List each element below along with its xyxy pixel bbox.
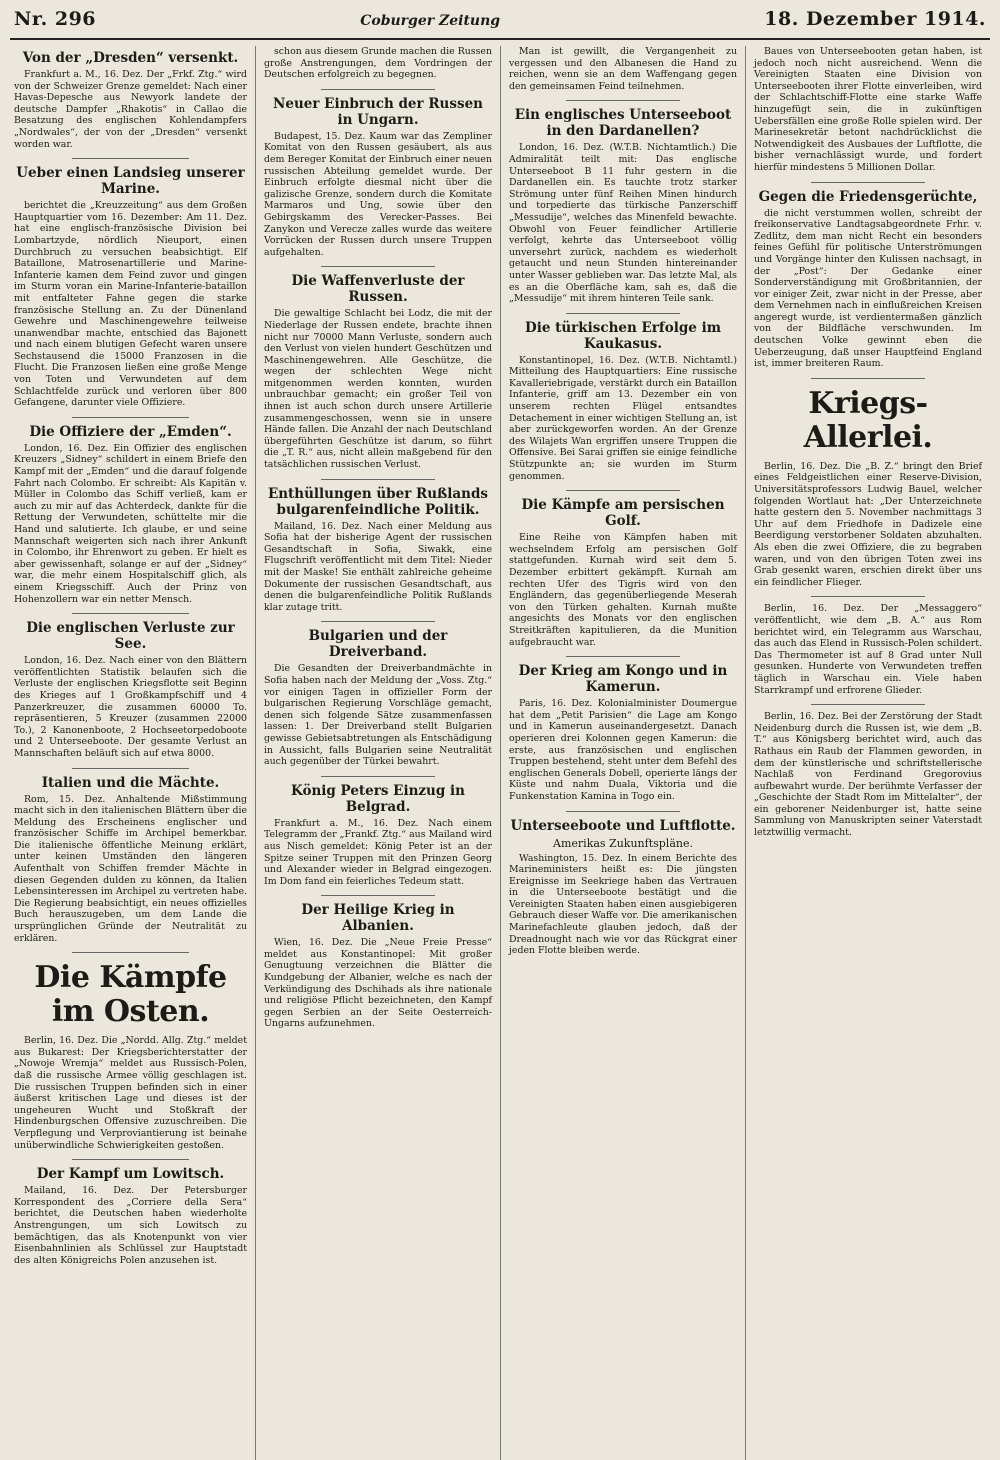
article-headline: Bulgarien und der Dreiverband. <box>308 628 448 661</box>
article <box>754 603 982 696</box>
article-divider <box>72 952 189 953</box>
article-body: Die Gesandten der Dreiverbandmächte in Sofia haben nach der Meldung der „Voss. Ztg.“ vor einigen Tagen in offizieller Form der bulgarischen Regierung Vorschläge gemacht, denen sich folgende Sätze zusammenfassen lassen: 1. Der Dreiverband stellt Bulgarien gewisse Gebietsabtretungen als Entschädigung in Aussicht, falls Bulgarien seine Neutralität auch gegenüber der Türkei bewahrt. <box>264 663 492 768</box>
article-body: Frankfurt a. M., 16. Dez. Nach einem Telegramm der „Frankf. Ztg.“ aus Mailand wird aus Nisch gemeldet: König Peter ist an der Spitze seiner Truppen mit den Prinzen Georg und Alexander wieder in Belgrad eingezogen. Im Dom fand ein feierliches Tedeum statt. <box>264 817 492 887</box>
article-divider <box>72 158 189 159</box>
article-headline: Der Kampf um Lowitsch. <box>36 1166 225 1183</box>
article <box>14 775 247 945</box>
article-divider <box>72 417 189 418</box>
article <box>14 1166 247 1266</box>
article-headline: Von der „Dresden“ versenkt. <box>22 50 239 66</box>
article <box>14 620 247 759</box>
article <box>14 50 247 150</box>
article-body: Mailand, 16. Dez. Nach einer Meldung aus Sofia hat der bisherige Agent der russischen Gesandtschaft in Sofia, Siwakk, eine Flugschrift veröffentlicht mit dem Titel: Nieder mit der Maske! Sie enthält zahlreiche geheime Dokumente der russischen Gesandtschaft, aus denen die bulgarenfeindliche Politik Rußlands klar zutage tritt. <box>264 520 492 613</box>
article-body: Budapest, 15. Dez. Kaum war das Zempliner Komitat von den Russen gesäubert, als aus dem Bereger Komitat der Einbruch einer neuen russischen Abteilung gemeldet wurde. Der Einbruch erfolgte diesmal nicht über die galizische Grenze, sondern durch die Komitate Marmaros und Ung, sowie über den Gebirgskamm des Verecker-Passes. Bei Zanykon und Verecze zalles wurde das weitere Vorrücken der Russen durch unsere Truppen aufgehalten. <box>264 130 492 258</box>
article-columns <box>10 46 990 1460</box>
masthead <box>10 8 990 40</box>
article <box>509 107 737 304</box>
article-body: Konstantinopel, 16. Dez. (W.T.B. Nichtamtl.) Mitteilung des Hauptquartiers: Eine russische Kavalleriebrigade, verstärkt durch ein Bataillon Infanterie, griff am 13. Dezember ein von unserem rechten Flügel entsandtes Detachement in einer wichtigen Stellung an, ist aber zurückgeworfen worden. An der Grenze des Wilajets Wan ergriffen unsere Truppen die Offensive. Bei Sarai griffen sie einige feindliche Stützpunkte an; sie wurden im Sturm genommen. <box>509 354 737 482</box>
article <box>754 711 982 839</box>
article-divider <box>566 100 680 101</box>
article-divider <box>321 266 435 267</box>
article <box>754 46 982 174</box>
article-body: Rom, 15. Dez. Anhaltende Mißstimmung macht sich in den italienischen Blättern über die Meldung des Erscheinens englischer und französischer Schiffe im Archipel bemerkbar. Die italienische öffentliche Meinung erklärt, unter keinen Umständen den längeren Aufenthalt von Schiffen fremder Mächte in diesen Gegenden dulden zu können, da Italien Lebensinteressen im Archipel zu vertreten habe. Die Regierung beabsichtigt, ein neues offizielles Buch herauszugeben, um dem Lande die ursprünglichen Gründe der Neutralität zu erklären. <box>14 793 247 944</box>
article-headline: Die Offiziere der „Emden“. <box>29 423 232 440</box>
article-divider <box>811 596 925 597</box>
article-headline: Die Kämpfe am persischen Golf. <box>521 497 725 530</box>
article <box>264 783 492 888</box>
article-headline: Der Krieg am Kongo und in Kamerun. <box>518 663 728 696</box>
article <box>754 189 982 370</box>
article <box>14 424 247 605</box>
article <box>509 320 737 483</box>
article-headline: Die Kämpfe im Osten. <box>34 960 227 1030</box>
article-body: Die gewaltige Schlacht bei Lodz, die mit der Niederlage der Russen endete, brachte ihnen nicht nur 70000 Mann Verluste, sondern auch den Verlust von vielen hundert Geschützen und Maschinengewehren. Alle Geschütze, die wegen der schlechten Wege nicht mitgenommen werden konnten, wurden unbrauchbar gemacht; ein großer Teil von ihnen ist auch schon durch unsere Artillerie zusammengeschossen, wenn sie in unsere Hände fallen. Die Anzahl der nach Deutschland übergeführten Geschütze ist darum, so führt die „T. R.“ aus, nicht allein maßgebend für den tatsächlichen russischen Verlust. <box>264 308 492 471</box>
article-subhead: Amerikas Zukunftspläne. <box>553 836 693 850</box>
article-body: Man ist gewillt, die Vergangenheit zu vergessen und den Albanesen die Hand zu reichen, wenn sie an dem Waffengang gegen den gemeinsamen Feind teilnehmen. <box>509 46 737 92</box>
article-divider <box>321 895 435 896</box>
article-headline: Unterseeboote und Luftflotte. <box>510 817 736 834</box>
article <box>754 387 982 589</box>
article-divider <box>811 378 925 379</box>
article-divider <box>811 182 925 183</box>
article-body: Wien, 16. Dez. Die „Neue Freie Presse“ meldet aus Konstantinopel: Mit großer Genugtuung verzeichnen die Blätter die Kundgebung der Albanier, welche es nach der Verkündigung des Dschihads als ihre nationale und religiöse Pflicht bezeichneten, den Kampf gegen Serbien an der Seite Oesterreich-Ungarns aufzunehmen. <box>264 937 492 1030</box>
article <box>509 818 737 957</box>
article-body: die nicht verstummen wollen, schreibt der freikonservative Landtagsabgeordnete Frhr. v. Zedlitz, dem man nicht Recht ein besonders feines Gefühl für politische Unterströmungen und Vorgänge hinter den Kulissen nachsagt, in der „Post“: Der Gedanke einer Sonderverständigung mit Großbritannien, der vor einiger Zeit, zwar nicht in der Presse, aber dem Vernehmen nach in einflußreichen Kreisen angeregt wurde, ist verdientermaßen gänzlich von der Bildfläche verschwunden. Im deutschen Volke gewinnt eben die Ueberzeugung, daß unser Hauptfeind England ist, immer breiteren Raum. <box>754 207 982 370</box>
article-headline: Ueber einen Landsieg unserer Marine. <box>16 165 245 198</box>
article <box>264 46 492 81</box>
article-divider <box>72 613 189 614</box>
article-divider <box>566 490 680 491</box>
column-3 <box>500 46 745 1460</box>
article-headline: Die englischen Verluste zur See. <box>26 620 235 653</box>
paper-title: Coburger Zeitung <box>360 13 501 29</box>
article-body: Frankfurt a. M., 16. Dez. Der „Frkf. Ztg.“ wird von der Schweizer Grenze gemeldet: Nach einer Havas-Depesche aus Newyork landete der deutsche Dampfer „Rhakotis“ in Callao die Besatzung des englischen Kohlendampfers „Nordwales“, der von der „Dresden“ versenkt worden war. <box>14 69 247 150</box>
article-body: Paris, 16. Dez. Kolonialminister Doumergue hat dem „Petit Parisien“ die Lage am Kongo und in Kamerun auseinandergesetzt. Danach operieren drei Kolonnen gegen Kamerun: die erste, aus französischen und englischen Truppen bestehend, steht unter dem Befehl des englischen Generals Dobell, operierte längs der Küste und nahm Duala, Viktoria und die Funkenstation Kamina in Togo ein. <box>509 698 737 802</box>
article-headline: Enthüllungen über Rußlands bulgarenfeindliche Politik. <box>267 485 489 518</box>
article-body: Berlin, 16. Dez. Die „B. Z.“ bringt den Brief eines Feldgeistlichen einer Reserve-Division, Universitätsprofessors Ludwig Bauel, welcher folgenden Wortlaut hat: „Der Unterzeichnete hatte gestern den 5. November nachmittags 3 Uhr auf dem Friedhofe in Dadizele eine Beerdigung verstorbener Soldaten abzuhalten. Als eben die zwei Offiziere, die zu begraben waren, und von den übrigen Toten zwei ins Grab gesenkt waren, erschien direkt über uns ein feindlicher Flieger. <box>754 460 982 588</box>
article-divider <box>321 89 435 90</box>
article-divider <box>321 621 435 622</box>
article <box>509 46 737 92</box>
article-headline: Neuer Einbruch der Russen in Ungarn. <box>273 95 483 128</box>
article-divider <box>566 313 680 314</box>
article-divider <box>811 704 925 705</box>
article <box>264 628 492 767</box>
article-headline: Gegen die Friedensgerüchte, <box>758 188 978 205</box>
article-headline: König Peters Einzug in Belgrad. <box>291 782 465 815</box>
article <box>509 663 737 802</box>
article-headline: Kriegs-Allerlei. <box>803 385 933 455</box>
article <box>264 96 492 259</box>
column-1 <box>10 46 255 1460</box>
article-body: London, 16. Dez. (W.T.B. Nichtamtlich.) Die Admiralität teilt mit: Das englische Unterseeboot B 11 fuhr gestern in die Dardanellen ein. Es tauchte trotz starker Strömung unter fünf Reihen Minen hindurch und torpedierte das türkische Panzerschiff „Messudije“, welches das Minenfeld bewachte. Obwohl von Feuer feindlicher Artillerie verfolgt, kehrte das Unterseeboot völlig unversehrt zurück, nachdem es wiederholt getaucht und neun Stunden hintereinander unter Wasser geblieben war. Das letzte Mal, als es an die Oberfläche kam, sah es, daß die „Messudije“ mit ihrem hinteren Teile sank. <box>509 142 737 305</box>
issue-number: Nr. 296 <box>14 8 97 30</box>
article-divider <box>72 1159 189 1160</box>
article <box>264 273 492 470</box>
article-body: London, 16. Dez. Ein Offizier des englischen Kreuzers „Sidney“ schildert in einem Briefe den Kampf mit der „Emden“ und die darauf folgende Fahrt nach Colombo. Er schreibt: Als Kapitän v. Müller in Colombo das Schiff verließ, kam er auch zu mir auf das Achterdeck, dankte für die Rettung der Verwundeten, schüttelte mir die Hand und salutierte. Ich glaube, er und seine Mannschaft weigerten sich nach ihrer Ankunft in Colombo, ihr Ehrenwort zu geben. Er hielt es aber gewissenhaft, solange er auf der „Sidney“ war, die mehr einem Hospitalschiff glich, als einem Kriegsschiff. Auch der Prinz von Hohenzollern war ein netter Mensch. <box>14 442 247 605</box>
article-body: Mailand, 16. Dez. Der Petersburger Korrespondent des „Corriere della Sera“ berichtet, die Deutschen haben wiederholte Anstrengungen, um sich Lowitsch zu bemächtigen, das als Knotenpunkt von vier Eisenbahnlinien als Schlüssel zur Hauptstadt des alten Königreichs Polen anzusehen ist. <box>14 1185 247 1266</box>
article <box>509 497 737 648</box>
article <box>14 165 247 409</box>
article-body: Baues von Unterseebooten getan haben, ist jedoch noch nicht ausreichend. Wenn die Vereinigten Staaten eine Division von Unterseebooten ihrer Flotte einverleiben, wird der Schlachtschiff-Flotte eine starke Waffe hinzugefügt sein, die in zukünftigen Uebersfällen eine große Rolle spielen wird. Der Marinesekretär betont nachdrücklichst die Notwendigkeit des Ausbaues der Luftflotte, die bisher vernachlässigt wurde, und fordert hierfür mindestens 5 Millionen Dollar. <box>754 46 982 173</box>
article-body: Eine Reihe von Kämpfen haben mit wechselndem Erfolg am persischen Golf stattgefunden. Kurnah wird seit dem 5. Dezember erbittert gekämpft. Kurnah am rechten Ufer des Tigris wird von den Engländern, das gegenüberliegende Meserah von den Türken gehalten. Kurnah mußte angesichts des Monats vor den englischen Streitkräften kapitulieren, da die Munition aufgebraucht war. <box>509 532 737 648</box>
article-body: Berlin, 16. Dez. Der „Messaggero“ veröffentlicht, wie dem „B. A.“ aus Rom berichtet wird, ein Telegramm aus Warschau, das auch das Elend in Russisch-Polen schildert. Das Thermometer ist auf 8 Grad unter Null gesunken. Hunderte von Verwundeten treffen täglich in Warschau ein. Viele haben Starrkrampf und erfrorene Glieder. <box>754 603 982 696</box>
article-divider <box>566 811 680 812</box>
article-body: Berlin, 16. Dez. Bei der Zerstörung der Stadt Neidenburg durch die Russen ist, wie dem „B. T.“ aus Königsberg berichtet wird, auch das Rathaus ein Raub der Flammen geworden, in dem der künstlerische und schriftstellerische Nachlaß von Ferdinand Gregorovius aufbewahrt wurde. Der berühmte Verfasser der „Geschichte der Stadt Rom im Mittelalter“, der ein geborener Neidenburger ist, hatte seine Sammlung von Manuskripten seiner Vaterstadt letztwillig vermacht. <box>754 711 982 839</box>
article-headline: Die Waffenverluste der Russen. <box>291 273 465 306</box>
article-divider <box>321 776 435 777</box>
column-2 <box>255 46 500 1460</box>
article <box>264 902 492 1030</box>
article-body: Washington, 15. Dez. In einem Berichte des Marineministers heißt es: Die jüngsten Ereignisse im Seekriege haben das Vertrauen in die Unterseeboote bestätigt und die Vereinigten Staaten haben einen ausgiebigeren Gebrauch dieser Waffe vor. Die amerikanischen Marinefachleute glauben jedoch, daß der Dreadnought nach wie vor das Rückgrat einer jeden Flotte bleiben werde. <box>509 852 737 957</box>
article-headline: Der Heilige Krieg in Albanien. <box>301 902 455 935</box>
issue-date: 18. Dezember 1914. <box>764 8 986 30</box>
article-body: schon aus diesem Grunde machen die Russen große Anstrengungen, dem Vordringen der Deutschen erfolgreich zu begegnen. <box>264 46 492 81</box>
article-body: London, 16. Dez. Nach einer von den Blättern veröffentlichten Statistik belaufen sich die Verluste der englischen Kriegsflotte seit Beginn des Krieges auf 1 Großkampfschiff und 4 Panzerkreuzer, die zusammen 60000 To. repräsentieren, 5 Kreuzer (zusammen 22000 To.), 2 Kanonenboote, 2 Hochseetorpedoboote und 2 Unterseeboote. Der gesamte Verlust an Mannschaften beläuft sich auf etwa 8000. <box>14 655 247 759</box>
article-headline: Ein englisches Unterseeboot in den Dardanellen? <box>514 107 732 140</box>
article <box>14 961 247 1151</box>
article-headline: Die türkischen Erfolge im Kaukasus. <box>525 319 721 352</box>
article-body: berichtet die „Kreuzzeitung“ aus dem Großen Hauptquartier vom 16. Dezember: Am 11. Dez. hat eine englisch-französische Division bei Lombartzyde, nördlich Nieuport, einen Durchbruch zu versuchen beabsichtigt. Elf Bataillone, Matrosenartillerie und Marine-Infanterie kamen dem Feind zuvor und gingen im Sturm voran ein Marine-Infanterie-bataillon mit entfalteter Fahne gegen die starke französische Stellung an. Zu der Dünenland Gewehre und Maschinengewehre teilweise unanwendbar machte, entschied das Bajonett und nach einem blutigen Gefecht waren unsere Sechstausend die 15000 Franzosen in die Flucht. Die Franzosen ließen eine große Menge von Toten und Verwundeten auf dem Schlachtfelde zurück und verloren über 800 Gefangene, darunter viele Offiziere. <box>14 200 247 409</box>
article-divider <box>321 479 435 480</box>
article-divider <box>566 656 680 657</box>
article-divider <box>72 768 189 769</box>
article-headline: Italien und die Mächte. <box>41 774 220 791</box>
column-4 <box>745 46 990 1460</box>
article <box>264 486 492 614</box>
article-body: Berlin, 16. Dez. Die „Nordd. Allg. Ztg.“ meldet aus Bukarest: Der Kriegsberichterstatter der „Nowoje Wremja“ meldet aus Russisch-Polen, daß die russische Armee völlig geschlagen ist. Die russischen Truppen befinden sich in einer äußerst kritischen Lage und dieses ist der ungeheuren Wucht und Stoßkraft der Hindenburgschen Offensive zuzuschreiben. Die Verpflegung und Verproviantierung ist beinahe unüberwindliche Schwierigkeiten gestoßen. <box>14 1035 247 1151</box>
